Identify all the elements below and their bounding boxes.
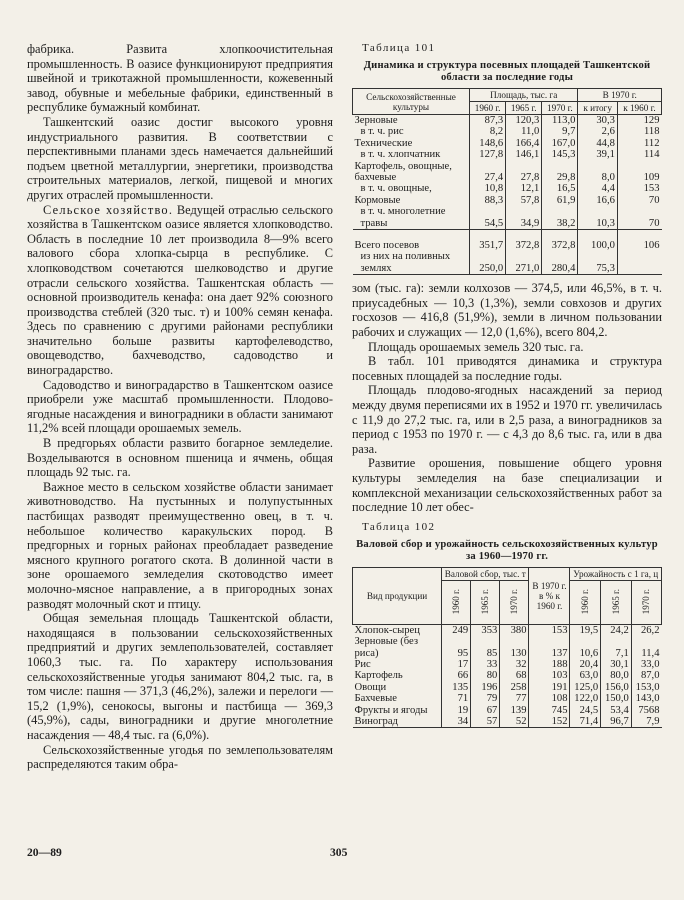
cell: 9,7 <box>542 126 578 137</box>
paragraph: Площадь орошаемых земель 320 тыс. га. <box>368 339 584 354</box>
row-label: Кормовые <box>354 194 401 206</box>
cell: 30,1 <box>601 659 632 670</box>
table-102-body <box>353 624 662 728</box>
row-label: в т. ч. хлопчатник <box>360 149 441 161</box>
cell: 87,0 <box>631 670 661 681</box>
paragraph: Садоводство и виноградарство в Ташкентском оазисе приобрели уже масштаб промышленности. Плодово-ягодные насаждения и виноградники в области занимают 11,2% всей площади орошаемых земель. <box>27 377 333 436</box>
cell: 249 <box>442 624 471 636</box>
col-header-gross: Валовой сбор, тыс. т <box>442 567 529 580</box>
col-header-year: 1970 г. <box>542 102 578 115</box>
cell: 166,4 <box>506 138 542 149</box>
col-header-to1960: к 1960 г. <box>617 102 661 115</box>
paragraph: фабрика. Развита хлопкоочистительная промышленность. В оазисе функционируют предприятия швейной и трикотажной промышленности, кожевенный завод, обувные и мебельные фабрики, единственный в республике бумажный комбинат. <box>27 42 333 115</box>
row-label: в т. ч. рис <box>360 126 404 138</box>
cell: 372,8 <box>506 240 542 251</box>
paragraph-text: Ведущей отраслью сельского хозяйства в Ташкентском оазисе является хлопководство. Область в последние 10 лет производила 8—9% всего валового сбора хлопка-сырца в республике. С хлопководством сочетаются шелководство и другие отрасли сельского хозяйства. Ташкентская область — основной производитель кенафа: она дает 92% союзного производства стеблей (320 тыс. т) и 100% семян кенафа. Здесь по сравнению с другими районами республики значительно больше развиты картофелеводство, овощеводство, бахчеводство, садоводство и виноградарство. <box>27 202 333 378</box>
paragraph: Сельскохозяйственные угодья по землепользователям распределяются таким обра- <box>27 742 333 772</box>
cell: 380 <box>500 624 529 636</box>
cell: 27,8 <box>506 161 542 184</box>
cell: 61,9 <box>542 195 578 206</box>
row-label: Рис <box>354 659 371 670</box>
cell: 125,0 <box>570 682 601 693</box>
cell: 75,3 <box>578 251 617 274</box>
cell: 34,9 <box>506 206 542 229</box>
cell: 10,6 <box>570 636 601 659</box>
col-header-total: к итогу <box>578 102 617 115</box>
cell: 32 <box>500 659 529 670</box>
cell: 67 <box>471 705 500 716</box>
table-caption: Таблица 101 <box>362 42 436 54</box>
cell: 122,0 <box>570 693 601 704</box>
col-header-year: 1960 г. <box>570 580 601 624</box>
row-label: в т. ч. овощные, <box>360 183 432 195</box>
cell: 108 <box>529 693 570 704</box>
cell: 113,0 <box>542 115 578 127</box>
cell: 135 <box>442 682 471 693</box>
cell: 77 <box>500 693 529 704</box>
cell: 148,6 <box>470 138 506 149</box>
cell: 2,6 <box>578 126 617 137</box>
table-102 <box>352 567 662 729</box>
cell: 271,0 <box>506 251 542 274</box>
cell: 10,8 <box>470 183 506 194</box>
col-header-year: 1965 г. <box>471 580 500 624</box>
cell: 137 <box>529 636 570 659</box>
table-spacer <box>353 230 662 241</box>
table-row <box>353 624 662 636</box>
cell: 96,7 <box>601 716 632 728</box>
cell: 8,0 <box>578 161 617 184</box>
cell: 146,1 <box>506 149 542 160</box>
paragraph: Ташкентский оазис достиг высокого уровня индустриального развития. В соответствии с перспективными планами здесь намечается дальнейший подъем цветной металлургии, энергетики, производства строительных материалов, легкой, пищевой и многих других отраслей промышленности. <box>27 114 333 202</box>
cell: 20,4 <box>570 659 601 670</box>
col-header-year: 1960 г. <box>442 580 471 624</box>
cell: 26,2 <box>631 624 661 636</box>
table-row <box>353 705 662 716</box>
cell: 33 <box>471 659 500 670</box>
table-title: Динамика и структура посевных площадей Ташкентской области за последние годы <box>363 60 651 83</box>
col-header-1970pct: В 1970 г. в % к 1960 г. <box>529 567 570 624</box>
cell: 153 <box>529 624 570 636</box>
cell: 19 <box>442 705 471 716</box>
section-heading: Сельское хозяйство. <box>43 202 174 217</box>
row-label: Всего посевов <box>354 240 420 252</box>
cell: 24,5 <box>570 705 601 716</box>
paragraph <box>27 203 333 378</box>
cell: 109 <box>617 161 661 184</box>
col-header-year: 1965 г. <box>506 102 542 115</box>
col-header-crop: Сельскохозяйственные культуры <box>353 89 470 115</box>
row-label: в т. ч. многолетние травы <box>360 206 446 229</box>
cell: 280,4 <box>542 251 578 274</box>
cell: 153 <box>617 183 661 194</box>
cell: 79 <box>471 693 500 704</box>
cell: 11,0 <box>506 126 542 137</box>
paragraph: В табл. 101 приводятся динамика и структура посевных площадей за последние годы. <box>352 354 662 383</box>
cell: 188 <box>529 659 570 670</box>
col-header-year: 1970 г. <box>631 580 661 624</box>
cell: 7568 <box>631 705 661 716</box>
row-label: Овощи <box>354 681 387 693</box>
col-header-year: 1970 г. <box>500 580 529 624</box>
left-column <box>27 42 333 772</box>
cell: 100,0 <box>578 240 617 251</box>
cell: 85 <box>471 636 500 659</box>
cell: 57 <box>471 716 500 728</box>
table-row <box>353 240 662 251</box>
table-row <box>353 161 662 184</box>
row-label: Хлопок-сырец <box>353 624 442 636</box>
row-label: Зерновые <box>353 115 470 127</box>
table-row <box>353 716 662 728</box>
right-text <box>352 281 662 515</box>
cell: 129 <box>617 115 661 127</box>
cell: 10,3 <box>578 206 617 229</box>
cell: 139 <box>500 705 529 716</box>
paragraph: Важное место в сельском хозяйстве области занимает животноводство. На пустынных и полупустынных пастбищах разводят преимущественно овец, в т. ч. небольшое количество каракульских пород. В предгорных и горных районах преобладает разведение мясного крупного рогатого скота. В долинной части в зоне орошаемого земледелия скотоводство имеет молочно-мясное направление, а в пригородных зонах разводят молочный скот и птицу. <box>27 479 333 611</box>
cell: 52 <box>500 716 529 728</box>
cell: 54,5 <box>470 206 506 229</box>
table-title: Валовой сбор и урожайность сельскохозяйственных культур за 1960—1970 гг. <box>356 538 658 562</box>
cell: 34 <box>442 716 471 728</box>
table-row <box>353 126 662 137</box>
cell: 8,2 <box>470 126 506 137</box>
cell: 70 <box>617 195 661 206</box>
table-row <box>353 115 662 127</box>
row-label: Технические <box>354 137 413 149</box>
cell: 68 <box>500 670 529 681</box>
cell: 118 <box>617 126 661 137</box>
row-label: Виноград <box>353 716 442 728</box>
cell: 17 <box>442 659 471 670</box>
cell: 38,2 <box>542 206 578 229</box>
table-101 <box>352 88 662 275</box>
cell <box>617 251 661 274</box>
page-number: 305 <box>330 846 348 859</box>
col-header-area: Площадь, тыс. га <box>470 89 578 102</box>
table-row <box>353 206 662 229</box>
cell: 16,6 <box>578 195 617 206</box>
cell: 153,0 <box>631 682 661 693</box>
row-label: Зерновые (без риса) <box>354 636 419 659</box>
cell: 114 <box>617 149 661 160</box>
col-header-1970: В 1970 г. <box>578 89 662 102</box>
cell: 66 <box>442 670 471 681</box>
row-label: Фрукты и ягоды <box>354 704 428 716</box>
cell: 143,0 <box>631 693 661 704</box>
cell: 57,8 <box>506 195 542 206</box>
cell: 53,4 <box>601 705 632 716</box>
col-header-product: Вид продукции <box>353 567 442 624</box>
cell: 353 <box>471 624 500 636</box>
cell: 4,4 <box>578 183 617 194</box>
table-row <box>353 659 662 670</box>
cell: 11,4 <box>631 636 661 659</box>
table-row <box>353 149 662 160</box>
cell: 70 <box>617 206 661 229</box>
paragraph: Площадь плодово-ягодных насаждений за период между двумя переписями их в 1952 и 1970 гг. увеличилась с 11,9 до 27,2 тыс. га, или в 2,5 раза, а виноградников за период с 1953 по 1970 г. — с 4,3 до 8,6 тыс. га, или в два раза. <box>352 383 662 456</box>
cell: 80 <box>471 670 500 681</box>
cell: 120,3 <box>506 115 542 127</box>
cell: 19,5 <box>570 624 601 636</box>
table-row <box>353 670 662 681</box>
table-row <box>353 195 662 206</box>
paragraph: Развитие орошения, повышение общего уровня культуры земледелия на базе специализации и комплексной механизации сельскохозяйственных работ за последние 10 лет обес- <box>352 456 662 515</box>
cell: 250,0 <box>470 251 506 274</box>
cell: 29,8 <box>542 161 578 184</box>
table-row <box>353 251 662 274</box>
table-row <box>353 183 662 194</box>
cell: 24,2 <box>601 624 632 636</box>
cell: 7,1 <box>601 636 632 659</box>
cell: 258 <box>500 682 529 693</box>
col-header-yield: Урожайность с 1 га, ц <box>570 567 662 580</box>
col-header-year: 1965 г. <box>601 580 632 624</box>
table-caption: Таблица 102 <box>362 520 436 533</box>
printer-signature: 20—89 <box>27 846 62 859</box>
cell: 87,3 <box>470 115 506 127</box>
col-header-year: 1960 г. <box>470 102 506 115</box>
cell: 16,5 <box>542 183 578 194</box>
cell: 191 <box>529 682 570 693</box>
paragraph: зом (тыс. га): земли колхозов — 374,5, или 46,5%, в т. ч. приусадебных — 10,3 (1,3%), земли совхозов и других госхозов — 416,8 (51,9%), земли в личном пользовании рабочих и служащих — 12,0 (1,6%), всего 804,2. <box>352 281 662 340</box>
cell: 152 <box>529 716 570 728</box>
cell: 372,8 <box>542 240 578 251</box>
cell: 12,1 <box>506 183 542 194</box>
cell: 27,4 <box>470 161 506 184</box>
cell: 156,0 <box>601 682 632 693</box>
table-row <box>353 682 662 693</box>
cell: 95 <box>442 636 471 659</box>
cell: 71 <box>442 693 471 704</box>
cell: 127,8 <box>470 149 506 160</box>
cell: 112 <box>617 138 661 149</box>
cell: 33,0 <box>631 659 661 670</box>
row-label: из них на поливных землях <box>353 251 470 274</box>
cell: 745 <box>529 705 570 716</box>
row-label: Картофель <box>354 670 403 682</box>
cell: 39,1 <box>578 149 617 160</box>
cell: 351,7 <box>470 240 506 251</box>
cell: 71,4 <box>570 716 601 728</box>
cell: 145,3 <box>542 149 578 160</box>
cell: 130 <box>500 636 529 659</box>
cell: 88,3 <box>470 195 506 206</box>
right-column <box>352 42 662 728</box>
row-label: Бахчевые <box>354 693 397 705</box>
cell: 106 <box>617 240 661 251</box>
row-label: Картофель, овощные, бахчевые <box>354 160 452 184</box>
cell: 7,9 <box>631 716 661 728</box>
table-row <box>353 693 662 704</box>
cell: 63,0 <box>570 670 601 681</box>
table-row <box>353 138 662 149</box>
cell: 150,0 <box>601 693 632 704</box>
paragraph: В предгорьях области развито богарное земледелие. Возделываются в основном пшеница и ячмень, общая площадь 92 тыс. га. <box>27 436 333 480</box>
table-row <box>353 636 662 659</box>
cell: 30,3 <box>578 115 617 127</box>
cell: 44,8 <box>578 138 617 149</box>
cell: 80,0 <box>601 670 632 681</box>
paragraph: Общая земельная площадь Ташкентской области, находящаяся в пользовании сельскохозяйственных предприятий и других землепользователей, составляет 1060,3 тыс. га. По характеру использования сельскохозяйственные угодья занимают 804,2 тыс. га, в том числе: пашня — 371,3 (46,2%), залежи и перелоги — 15,2 (1,9%), сенокосы, выгоны и пастбища — 369,3 (45,9%), сады, виноградники и другие многолетние насаждения — 48,4 тыс. га (6,0%). <box>27 611 333 742</box>
cell: 103 <box>529 670 570 681</box>
cell: 196 <box>471 682 500 693</box>
cell: 167,0 <box>542 138 578 149</box>
